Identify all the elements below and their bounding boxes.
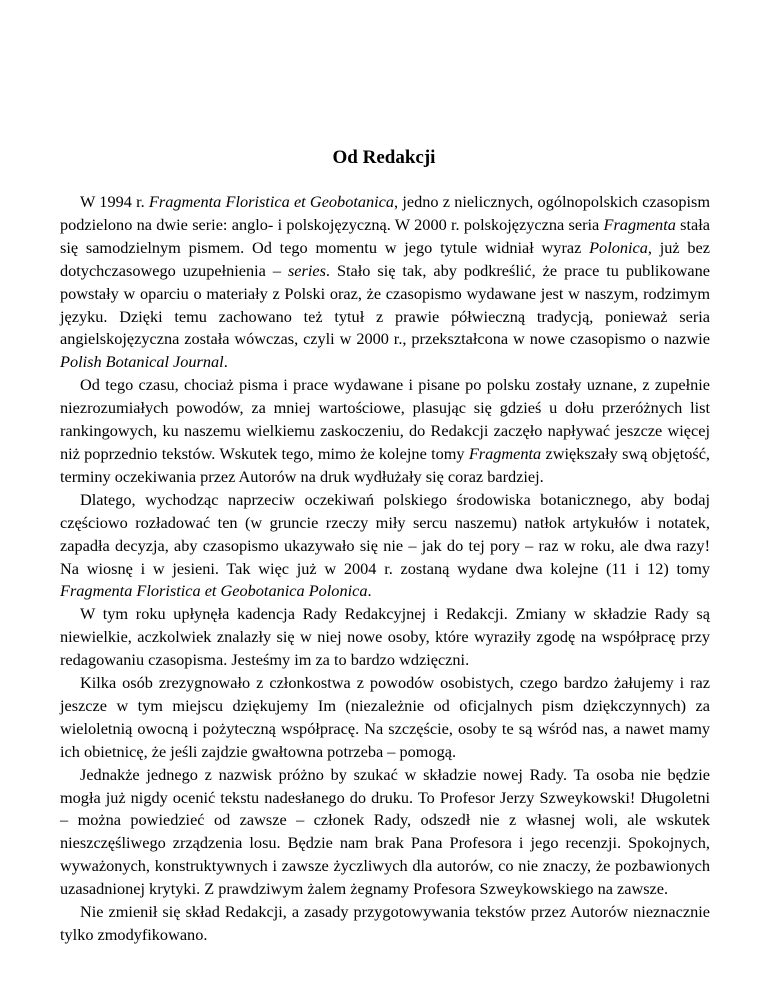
paragraph <box>60 191 710 374</box>
text-run: . <box>223 352 228 372</box>
text-run: Nie zmienił się skład Redakcji, a zasady przygotowywania tekstów przez Autorów nieznacznie tylko zmodyfikowano. <box>60 902 710 944</box>
text-run: . <box>367 581 372 601</box>
paragraph <box>60 603 710 672</box>
page-title: Od Redakcji <box>332 147 436 168</box>
italic-text: series <box>287 260 326 280</box>
text-run: Od tego czasu, chociaż pisma i prace wydawane i pisane po polsku zostały uznane, z zupełnie niezrozumiałych powodów, za mniej wartościowe, plasując się gdzieś u dołu przeróżnych list rankingowych, ku naszemu wielkiemu zaskoczeniu, do Redakcji zaczęło napływać jeszcze więcej niż poprzednio tekstów. Wskutek tego, mimo że kolejne tomy <box>60 375 710 463</box>
paragraph <box>60 374 710 489</box>
text-run: zwiększały swą objętość, terminy oczekiwania przez Autorów na druk wydłużały się coraz bardziej. <box>60 443 710 486</box>
paragraph <box>60 764 710 901</box>
text-run: , jedno z nielicznych, ogólnopolskich czasopism podzielono na dwie serie: anglo- i polskojęzyczną. W 2000 r. polskojęzyczna seria <box>60 192 710 234</box>
text-run: , już bez dotychczasowego uzupełnienia – <box>60 237 710 280</box>
paragraph <box>60 489 710 604</box>
text-run: Jednakże jednego z nazwisk próżno by szukać w składzie nowej Rady. Ta osoba nie będzie mogła już nigdy ocenić tekstu nadesłanego do druku. To Profesor Jerzy Szweykowski! Długoletni – można powiedzieć od zawsze – członek Rady, odszedł nie z własnej woli, ale wskutek nieszczęśliwego zrządzenia losu. Będzie nam brak Pana Profesora i jego recenzji. Spokojnych, wyważonych, konstruktywnych i zawsze życzliwych dla autorów, co nie znaczy, że pozbawionych uzasadnionej krytyki. Z prawdziwym żalem żegnamy Profesora Szweykowskiego na zawsze. <box>60 764 710 899</box>
italic-text: Fragmenta Floristica et Geobotanica Polonica <box>60 581 368 601</box>
text-run: Kilka osób zrezygnowało z członkostwa z powodów osobistych, czego bardzo żałujemy i raz jeszcze w tym miejscu dziękujemy Im (niezależnie od oficjalnych pism dziękczynnych) za wieloletnią owocną i pożyteczną współpracę. Na szczęście, osoby te są wśród nas, a nawet mamy ich obietnicę, że jeśli zajdzie gwałtowna potrzeba – pomogą. <box>60 673 710 761</box>
italic-text: Polish Botanical Journal <box>60 352 224 372</box>
text-run: W 1994 r. <box>80 192 149 211</box>
italic-text: Fragmenta <box>603 214 676 234</box>
text-run: Dlatego, wychodząc naprzeciw oczekiwań polskiego środowiska botanicznego, aby bodaj częściowo rozładować ten (w gruncie rzeczy miły sercu naszemu) natłok artykułów i notatek, zapadła decyzja, aby czasopismo ukazywało się nie – jak do tej pory – raz w roku, ale dwa razy! Na wiosnę i w jesieni. Tak więc już w 2004 r. zostaną wydane dwa kolejne (11 i 12) tomy <box>60 489 710 578</box>
text-run: . Stało się tak, aby podkreślić, że prace tu publikowane powstały w oparciu o materiały z Polski oraz, że czasopismo wydawane jest w naszym, rodzimym języku. Dzięki temu zachowano też tytuł z prawie półwieczną tradycją, ponieważ seria angielskojęzyczna została wówczas, czyli w 2000 r., przekształcona w nowe czasopismo o nazwie <box>60 260 711 349</box>
italic-text: Fragmenta Floristica et Geobotanica <box>148 192 395 211</box>
paragraph <box>60 672 710 764</box>
italic-text: Polonica <box>589 237 648 257</box>
text-run: W tym roku upłynęła kadencja Rady Redakcyjnej i Redakcji. Zmiany w składzie Rady są niewielkie, aczkolwiek znalazły się w niej nowe osoby, które wyraziły zgodę na współpracę przy redagowaniu czasopisma. Jesteśmy im za to bardzo wdzięczni. <box>60 604 710 670</box>
text-run: stała się samodzielnym pismem. Od tego momentu w jego tytule widniał wyraz <box>60 214 710 257</box>
paragraph <box>60 901 710 947</box>
italic-text: Fragmenta <box>468 443 542 463</box>
article-body <box>60 191 710 947</box>
